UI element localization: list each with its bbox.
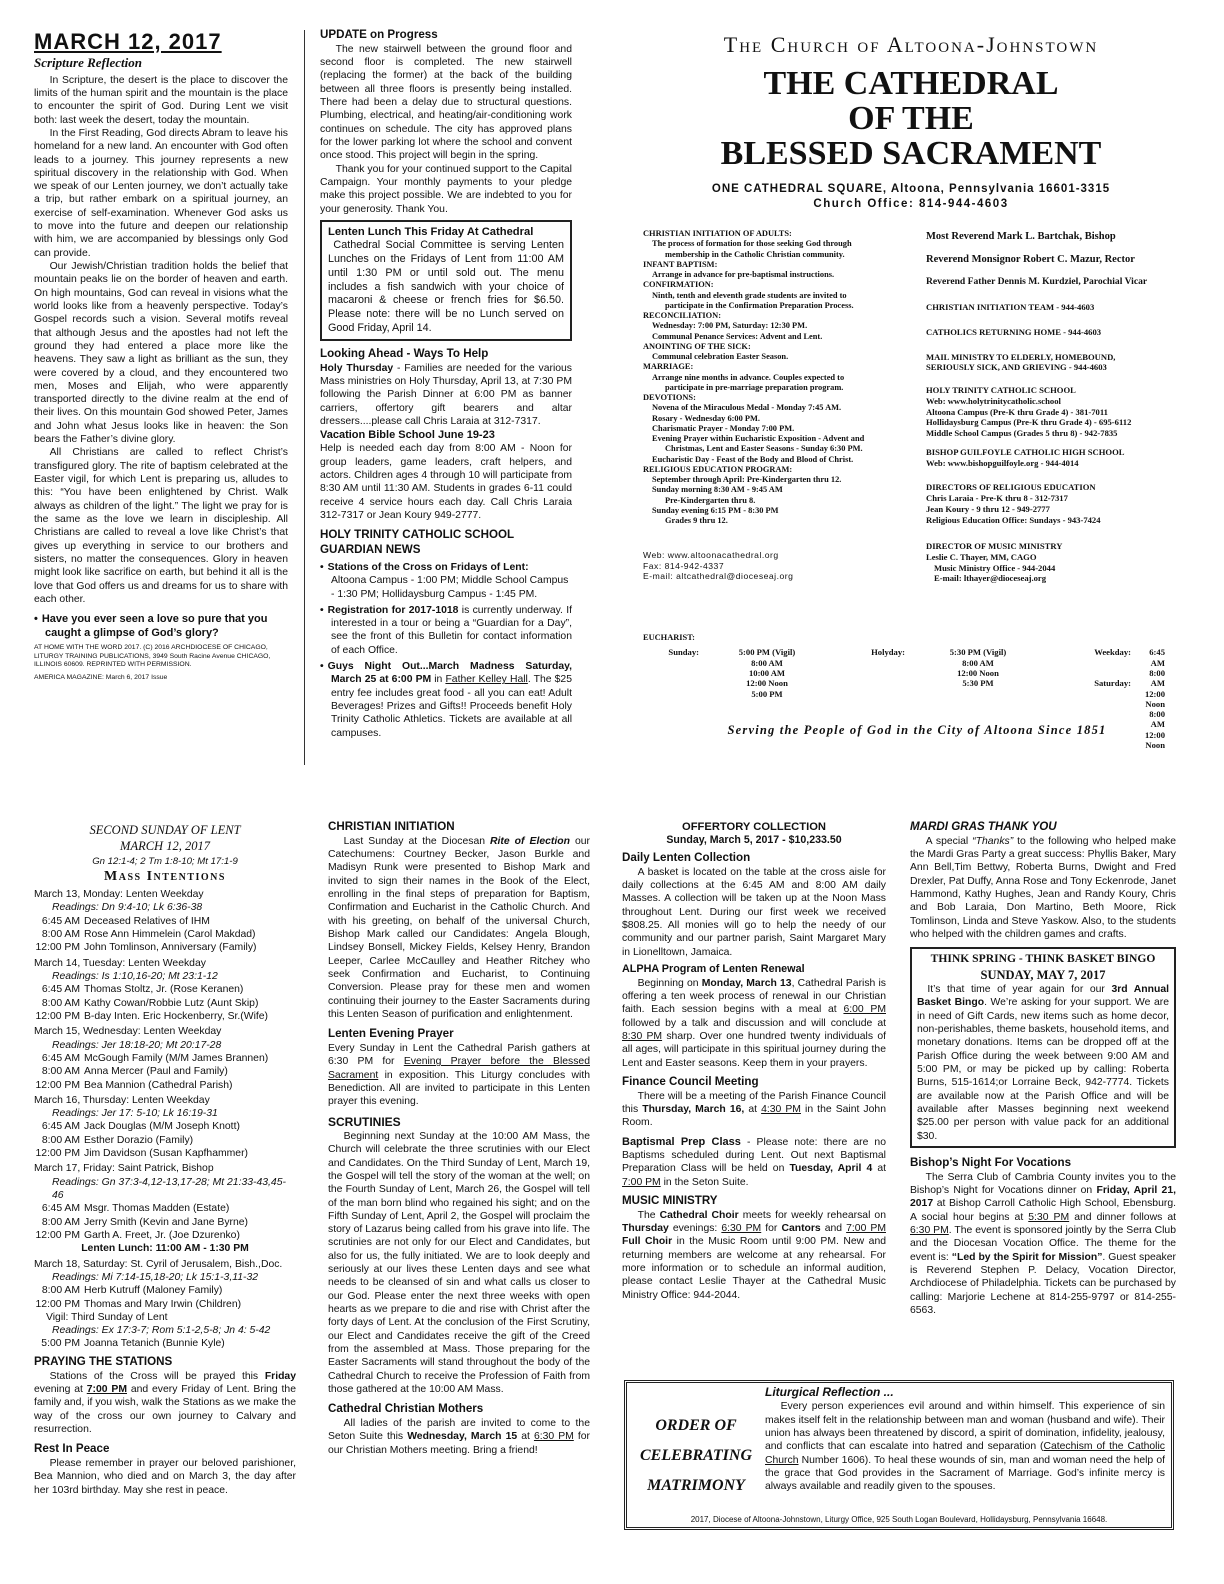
mass-readings: Readings: Jer 18:18-20; Mt 20:17-28: [52, 1039, 222, 1051]
mothers-text: All ladies of the parish are invited to come to the Seton Suite this Wednesday, March 15 at 6:30 PM for our Christian Mothers meeting. Bring a friend!: [328, 1418, 590, 1456]
mass-intention: Herb Kutruff (Maloney Family): [84, 1285, 223, 1297]
mass-day: March 17, Friday: Saint Patrick, Bishop: [34, 1163, 214, 1175]
sacrament-line: Communal celebration Easter Season.: [652, 352, 789, 361]
mass-intention: Thomas and Mary Irwin (Children): [84, 1298, 242, 1310]
mass-readings: Readings: Is 1:10,16-20; Mt 23:1-12: [52, 971, 218, 983]
mass-intention-row: [34, 997, 296, 1010]
mass-time: 5:00 PM: [41, 1338, 80, 1350]
mass-time: 8:00 AM: [41, 1066, 80, 1078]
hts-line: Altoona Campus (Pre-K thru Grade 4) - 381-7011: [926, 406, 1108, 417]
column-4-bottom: [910, 820, 1176, 1376]
mardi-text: A special “Thanks” to the following who helped make the Mardi Gras Party a great success: Phyllis Baker, Mary Ann Bell,Tim Bettwy, Roberta Burns, Dwight and Fred Drexler, Pat Duffy, Anna Rose and Tony Eckenrode, Janet Hammond, Kathy Hughes, Jean and Randy Koury, Chris and Bob Laraia, Don Martino, Beth Moore, Rick Tomlinson, Linda and Steve Yaskow. Also, to the students who helped with the children games and crafts.: [910, 835, 1176, 941]
eucharist-label: EUCHARIST:: [643, 633, 695, 642]
mass-time: 8:00 AM: [41, 1216, 80, 1228]
sacrament-line: Pre-Kindergarten thru 8.: [665, 495, 756, 505]
team: CHRISTIAN INITIATION TEAM - 944-4603: [926, 302, 1095, 313]
date-banner: MARCH 12, 2017: [34, 29, 222, 54]
offertory-amount: Sunday, March 5, 2017 - $10,233.50: [666, 834, 842, 847]
sacrament-line: Charismatic Prayer - Monday 7:00 PM.: [652, 423, 795, 433]
sacrament-line: September through April: Pre-Kindergarten thru 12.: [652, 475, 842, 484]
mothers-heading: Cathedral Christian Mothers: [328, 1402, 484, 1416]
scripture-paragraph: In Scripture, the desert is the place to discover the limits of the human spirit and the mountain is the place to encounter the spirit of God. During Lent we visit both: last week the desert, today the mountain.: [34, 74, 288, 126]
fax: Fax: 814-942-4337: [643, 560, 725, 571]
weekday-label: Weekday: Saturday:: [1094, 647, 1131, 689]
address: ONE CATHEDRAL SQUARE, Altoona, Pennsylvania 16601-3315: [711, 183, 1111, 195]
staff-directory: [926, 230, 1194, 630]
mass-intention-row: [34, 1337, 296, 1350]
hts-line: Web: www.holytrinitycatholic.school: [926, 395, 1061, 406]
scripture-paragraph: All Christians are called to reflect Christ’s transfigured glory. The rite of baptism celebrated at the Easter vigil, for which Lent is preparing us, alludes to this: “You have been enlightened by Christ. Walk always as children of the light.” The light we pray for is the same as the love we learn in discipleship. All Christians are called to reveal a love like Christ’s that gives up everything in service to our brothers and sisters, no matter the consequences. Glory in heaven might look like sacrifice on earth, but behind it all is the love that God offers us and dreams for us to share with each other.: [34, 447, 288, 605]
side-title: ORDER OF: [655, 1417, 737, 1434]
mass-intentions: [34, 822, 296, 1534]
mass-intention: Jerry Smith (Kevin and Jane Byrne): [84, 1216, 249, 1228]
mass-intention: Thomas Stoltz, Jr. (Rose Keranen): [84, 984, 244, 996]
mass-intention: B-day Inten. Eric Hockenberry, Sr.(Wife): [84, 1010, 269, 1022]
mass-intention-row: [34, 1079, 296, 1092]
column-3-bottom: [622, 820, 886, 1376]
evening-prayer-text: Every Sunday in Lent the Cathedral Parish gathers at 6:30 PM for Evening Prayer before the Blessed Sacrament in exposition. This Liturgy concludes with Benediction. All are invited to participate in this Lenten prayer this evening.: [328, 1043, 590, 1108]
bg-heading: BISHOP GUILFOYLE CATHOLIC HIGH SCHOOL: [926, 446, 1125, 457]
side-title: MATRIMONY: [647, 1477, 745, 1494]
ci-heading: CHRISTIAN INITIATION: [328, 820, 455, 833]
scripture-section: [34, 30, 288, 765]
mass-intention: Jim Davidson (Susan Kapfhammer): [84, 1148, 249, 1160]
mass-time: 12:00 PM: [35, 1148, 80, 1160]
music-ministry-heading: MUSIC MINISTRY: [622, 1193, 718, 1207]
holyday-label: Holyday:: [871, 647, 905, 658]
hts-line: Hollidaysburg Campus (Pre-K thru Grade 4) - 695-6112: [926, 417, 1132, 428]
sacrament-line: Sunday evening 6:15 PM - 8:30 PM: [652, 505, 779, 515]
hts-line: Middle School Campus (Grades 5 thru 8) - 942-7835: [926, 428, 1118, 439]
mass-time: 6:45 AM: [41, 984, 80, 996]
sacrament-line: membership in the Catholic Christian community.: [665, 249, 845, 259]
mass-intention-row: [34, 1065, 296, 1078]
mass-intention: Joanna Tetanich (Bunnie Kyle): [84, 1338, 225, 1350]
mass-intention-row: [34, 1134, 296, 1147]
mardi-heading: MARDI GRAS THANK YOU: [910, 820, 1057, 833]
sacrament-line: Sunday morning 8:30 AM - 9:45 AM: [652, 485, 783, 495]
mass-intention-row: [34, 1120, 296, 1133]
evening-prayer-heading: Lenten Evening Prayer: [328, 1027, 454, 1041]
scripture-paragraph: In the First Reading, God directs Abram to leave his homeland for a new land. An encounter with God often leads to a journey. This journey represents a new spiritual discovery in the relationship with God. When we speak of our Lenten journey, we don’t actually take a trip, but rather embark on a spiritual journey, an exercise of self-examination. Whenever God asks us to move into the future and deepen our relationship with him, we are accompanied by blessings only God can provide.: [34, 127, 288, 259]
liturgical-text: Every person experiences evil around and within himself. This experience of sin makes itself felt in the relationship between man and woman (husband and wife). Their union has always been threatened by discord, a spirit of domination, infidelity, jealousy, and conflicts that can escalate into hatred and separation (Catechism of the Catholic Church Number 1606). To heal these wounds of sin, man and woman need the help of the grace that God provides in the Sacrament of Marriage. God’s infinite mercy is always available and readily given to the spouses.: [765, 1401, 1165, 1493]
mail-ministry: MAIL MINISTRY TO ELDERLY, HOMEBOUND,: [926, 351, 1116, 362]
church-name: The Church of Altoona-Johnstown: [723, 32, 1099, 57]
music-heading: DIRECTOR OF MUSIC MINISTRY: [926, 541, 1063, 552]
mass-intention-row: [34, 1010, 296, 1023]
hts-heading: HOLY TRINITY CATHOLIC SCHOOL: [926, 385, 1076, 396]
liturgical-heading: Liturgical Reflection ...: [765, 1385, 894, 1399]
sacrament-line: Wednesday: 7:00 PM, Saturday: 12:30 PM.: [652, 321, 808, 331]
mass-time: 12:00 PM: [35, 942, 80, 954]
lenten-lunch-heading: Lenten Lunch This Friday At Cathedral: [328, 225, 534, 238]
finance-heading: Finance Council Meeting: [622, 1074, 759, 1088]
guardian-item: Registration for 2017-1018 is currently underway. If interested in a tour or being a “Guardian for a Day”, see the front of this Bulletin for contact information of each Office.: [327, 604, 572, 656]
bingo-date: SUNDAY, MAY 7, 2017: [980, 968, 1106, 983]
mass-intention: Garth A. Freet, Jr. (Joe Dzurenko): [84, 1229, 240, 1241]
mass-time: 6:45 AM: [41, 1203, 80, 1215]
mass-time: 12:00 PM: [35, 1229, 80, 1241]
returning-home: CATHOLICS RETURNING HOME - 944-4603: [926, 326, 1102, 337]
finance-text: There will be a meeting of the Parish Finance Council this Thursday, March 16, at 4:30 PM in the Saint John Room.: [622, 1090, 886, 1129]
mass-readings: Readings: Mi 7:14-15,18-20; Lk 15:1-3,11-32: [52, 1271, 259, 1283]
mass-time: 6:45 AM: [41, 1121, 80, 1133]
sacrament-heading: RELIGIOUS EDUCATION PROGRAM:: [643, 464, 793, 474]
rip-heading: Rest In Peace: [34, 1442, 110, 1456]
offertory-heading: OFFERTORY COLLECTION: [682, 821, 826, 833]
rip-text: Please remember in prayer our beloved parishioner, Bea Mannion, who died and on March 3, the day after her 103rd birthday. May she rest in peace.: [34, 1458, 296, 1496]
mass-readings: Readings: Gn 37:3-4,12-13,17-28; Mt 21:33-43,45-46: [52, 1176, 286, 1202]
mail-ministry-2: SERIOUSLY SICK, AND GRIEVING - 944-4603: [926, 362, 1107, 373]
progress-text: The new stairwell between the ground floor and second floor is completed. The new stairwell (replacing the former) at the back of the building between all three floors is presently being installed. There had been a delay due to structural questions. Plumbing, electrical, and heating/air-conditioning work continues on schedule. The city has approved plans for the lower parking lot where the school and convent once stood. This project will begin in the spring.: [320, 43, 572, 162]
mass-intention: Rose Ann Himmelein (Carol Makdad): [84, 929, 256, 941]
dre-heading: DIRECTORS OF RELIGIOUS EDUCATION: [926, 482, 1096, 493]
rector: Reverend Monsignor Robert C. Mazur, Rector: [926, 254, 1135, 266]
sacrament-heading: RECONCILIATION:: [643, 311, 722, 320]
sacrament-heading: CONFIRMATION:: [643, 280, 714, 290]
mass-intention-row: [34, 1202, 296, 1215]
scripture-paragraph: Our Jewish/Christian tradition holds the belief that mountain peaks lie on the border of heaven and earth. On high mountains, God can reveal in visions what the world looks like from a heavenly perspective. Today’s Gospel records such a vision. Several motifs reveal that although Jesus and the apostles had not left the ground they had entered a place more like the heavens. They saw a light as brilliant as the sun, they were covered by a cloud, and they encountered two men, Moses and Elijah, who were apparently transported directly to the divine realm at the end of their lives. On this mountain God showed Peter, James and John what Jesus looks like in heaven: the Son bears the Father’s divine glory.: [34, 261, 288, 446]
mass-intention: Kathy Cowan/Robbie Lutz (Aunt Skip): [84, 997, 259, 1009]
daily-text: A basket is located on the table at the cross aisle for daily collections at the 6:45 AM and 8:00 AM daily Masses. A collection will be taken up at the Noon Mass throughout Lent. During our first week we received $808.25. All monies will go to help the needy of our community and our partner parish, Saint Margaret Mary in Lionelltown, Jamaica.: [622, 866, 886, 958]
mass-day: March 16, Thursday: Lenten Weekday: [34, 1094, 210, 1106]
sunday-label: Sunday:: [668, 647, 699, 658]
liturgical-reflection-box: [624, 1380, 1174, 1530]
sacrament-line: Grades 9 thru 12.: [665, 516, 728, 525]
vigil-label: Vigil: Third Sunday of Lent: [46, 1311, 168, 1323]
cathedral-title: THE CATHEDRAL: [763, 65, 1059, 102]
scripture-credit-2: AMERICA MAGAZINE: March 6, 2017 Issue: [34, 673, 168, 681]
vicar: Reverend Father Dennis M. Kurdziel, Parochial Vicar: [926, 276, 1148, 288]
column-2-bottom: [328, 820, 590, 1538]
sacrament-line: Christmas, Lent and Easter Seasons - Sunday 6:30 PM.: [665, 444, 863, 454]
bingo-heading: THINK SPRING - THINK BASKET BINGO: [930, 952, 1156, 966]
mass-time: 6:45 AM: [41, 1052, 80, 1064]
alpha-text: Beginning on Monday, March 13, Cathedral Parish is offering a ten week process of renewal in our Christian faith. Each session begins with a meal at 6:00 PM followed by a talk and discussion and will conclude at 8:30 PM sharp. Over one hundred twenty individuals of all ages, will participate in this spiritual journey during the Lent and Easter seasons. Keep them in your prayers.: [622, 977, 886, 1069]
mass-intention-row: [34, 1229, 296, 1242]
mass-time: 8:00 AM: [41, 929, 80, 941]
lenten-lunch-text: Cathedral Social Committee is serving Lenten Lunches on the Fridays of Lent from 11:00 AM until 1:30 PM or until sold out. The menu includes a fish sandwich with your choice of macaroni & cheese or french fries for $6.50. Please note: there will be no Lunch served on Good Friday, April 14.: [328, 239, 564, 335]
mass-time: 8:00 AM: [41, 1134, 80, 1146]
music-line: Music Ministry Office - 944-2044: [934, 562, 1056, 573]
sacrament-heading: MARRIAGE:: [643, 362, 694, 372]
mass-readings: Readings: Jer 17: 5-10; Lk 16:19-31: [52, 1108, 218, 1120]
sacrament-line: Ninth, tenth and eleventh grade students are invited to: [652, 290, 847, 300]
mass-intention: Deceased Relatives of IHM: [84, 915, 210, 927]
dre-line: Jean Koury - 9 thru 12 - 949-2777: [926, 503, 1050, 514]
scripture-heading: Scripture Reflection: [34, 55, 142, 70]
holyday-times: 5:30 PM (Vigil) 8:00 AM 12:00 Noon 5:30 PM: [949, 647, 1007, 689]
contact: [643, 550, 915, 581]
guardian-item: Stations of the Cross on Fridays of Lent: Altoona Campus - 1:00 PM; Middle School Campus - 1:30 PM; Hollidaysburg Campus - 1:45 PM.: [327, 561, 569, 600]
side-title: CELEBRATING: [639, 1447, 753, 1464]
basket-bingo-box: [910, 947, 1176, 1148]
sacrament-heading: CHRISTIAN INITIATION OF ADULTS:: [643, 229, 792, 238]
alpha-heading: ALPHA Program of Lenten Renewal: [622, 962, 805, 975]
sacrament-line: Communal Penance Services: Advent and Lent.: [652, 331, 823, 341]
stations-text: Stations of the Cross will be prayed this Friday evening at 7:00 PM and every Friday of Lent. Bring the family and, if you wish, walk the Stations as we make the way of the cross our own journey to Calvary and resurrection.: [34, 1370, 296, 1435]
sacrament-line: Novena of the Miraculous Medal - Monday 7:45 AM.: [652, 403, 842, 413]
mass-time: 6:45 AM: [41, 915, 80, 927]
mass-intention: Anna Mercer (Paul and Family): [84, 1066, 228, 1078]
liturgical-body: [765, 1385, 1165, 1513]
vocations-heading: Bishop’s Night For Vocations: [910, 1155, 1072, 1169]
guardian-heading: HOLY TRINITY CATHOLIC SCHOOL GUARDIAN NEWS: [320, 528, 514, 557]
progress-heading: UPDATE on Progress: [320, 28, 438, 41]
sacrament-heading: INFANT BAPTISM:: [643, 259, 718, 269]
mass-day: March 14, Tuesday: Lenten Weekday: [34, 957, 206, 969]
bishop: Most Reverend Mark L. Bartchak, Bishop: [926, 231, 1116, 242]
liturgical-side: [637, 1411, 755, 1501]
reflection-question: Have you ever seen a love so pure that you caught a glimpse of God’s glory?: [41, 613, 268, 640]
email-link[interactable]: E-mail: altcathedral@dioceseaj.org: [643, 571, 794, 582]
sunday-times: 5:00 PM (Vigil) 8:00 AM 10:00 AM 12:00 Noon 5:00 PM: [738, 647, 796, 699]
lenten-lunch-box: [320, 220, 572, 341]
scrutinies-text: Beginning next Sunday at the 10:00 AM Mass, the Church will celebrate the three scrutinies with our Elect and Candidates. On the Third Sunday of Lent, March 19, the Gospel will tell the story of the woman at the well; on the Fourth Sunday of Lent, March 26, the Gospel will tell of the man born blind who regained his sight; and on the Fifth Sunday of Lent, April 2, the Gospel will proclaim the story of Lazarus being called from his grave into life. The scrutinies are not only for our Elect and Candidates, but also for us, the fully initiated. We are to look deeply and seriously at our lives these Lenten days and see what needs to be cleansed of sin and what calls us closer to our God. Please enter the next three weeks with open hearts as we prepare to die and rise with Christ after the forty days of Lent. At the conclusion of the First Scrutiny, our Elect and Candidates receive the gift of the Creed from the assembled at Mass. Those preparing for the Easter Sacraments will stand throughout the body of the Cathedral Church to receive the Profession of Faith from those gathered at the 10:00 AM Mass.: [328, 1130, 590, 1395]
music-line: E-mail: lthayer@dioceseaj.org: [934, 573, 1047, 584]
sacrament-heading: ANOINTING OF THE SICK:: [643, 341, 751, 351]
stations-heading: PRAYING THE STATIONS: [34, 1354, 173, 1368]
dre-line: Chris Laraia - Pre-K thru 8 - 312-7317: [926, 493, 1068, 504]
mass-readings: Readings: Ex 17:3-7; Rom 5:1-2,5-8; Jn 4: 5-42: [52, 1325, 271, 1337]
sacrament-line: Eucharistic Day - Feast of the Body and Blood of Christ.: [652, 454, 854, 464]
music-line: Leslie C. Thayer, MM, CAGO: [926, 551, 1037, 562]
mass-intention: Jack Douglas (M/M Joseph Knott): [84, 1121, 240, 1133]
progress-text-2: Thank you for your continued support to the Capital Campaign. Your monthly payments to your pledge make this project possible. We are indebted to you for your generosity. Thank You.: [320, 163, 572, 215]
mass-readings: Readings: Dn 9:4-10; Lk 6:36-38: [52, 902, 203, 914]
motto: Serving the People of God in the City of Altoona Since 1851: [727, 723, 1107, 737]
sacrament-line: participate in pre-marriage preparation program.: [665, 382, 844, 392]
mass-intention: McGough Family (M/M James Brannen): [84, 1052, 269, 1064]
mass-intention-row: [34, 1216, 296, 1229]
mass-intention-row: [34, 983, 296, 996]
guardian-item: Guys Night Out...March Madness Saturday, March 25 at 6:00 PM in Father Kelley Hall. The $25 entry fee includes great food - all you can eat! Adult Beverages! Prizes and Gifts!! Proceeds benefit Holy Trinity Catholic Athletics. Tickets are available at all campuses.: [327, 661, 572, 739]
mass-days: [34, 888, 296, 1351]
masthead: [630, 30, 1192, 210]
mass-time: 12:00 PM: [35, 1010, 80, 1022]
website-link[interactable]: Web: www.altoonacathedral.org: [643, 550, 779, 561]
sacrament-line: Arrange in advance for pre-baptismal instructions.: [652, 270, 835, 279]
mass-time: 8:00 AM: [41, 997, 80, 1009]
baptismal-text: Baptismal Prep Class - Please note: there are no Baptisms scheduled during Lent. Out next Baptismal Preparation Class will be held on Tuesday, April 4 at 7:00 PM in the Seton Suite.: [622, 1135, 886, 1188]
mass-intention: Msgr. Thomas Madden (Estate): [84, 1203, 230, 1215]
dre-line: Religious Education Office: Sundays - 943-7424: [926, 514, 1101, 525]
bingo-text: It’s that time of year again for our 3rd Annual Basket Bingo. We’re asking for your support. We are in need of Gift Cards, new items such as home decor, non-perishables, theme baskets, household items, and monetary donations. Items can be dropped off at the Parish Office during the week between 9:00 AM and 5:00 PM, or may be picked up by calling: Roberta Burns, 515-1614;or Lorraine Beck, 942-7774. Tickets are available now at the Parish Office and will be available after Masses beginning next weekend $25.00 per person with value pack for an additional $30.: [917, 984, 1170, 1142]
vocations-text: The Serra Club of Cambria County invites you to the Bishop’s Night for Vocations dinner on Friday, April 21, 2017 at Bishop Carroll Catholic High School, Ebensburg. A social hour begins at 5:30 PM and dinner follows at 6:30 PM. The event is sponsored jointly by the Serra Club and the Diocesan Vocation Office. The theme for the event is: “Led by the Spirit for Mission”. Guest speaker is Reverend Stephen P. Delacy, Vocation Director, Archdiocese of Philadelphia. Tickets can be purchased by calling: Marjorie Lechene at 814-255-9797 or 814-255-6563.: [910, 1171, 1176, 1316]
mass-intention-row: [34, 941, 296, 954]
liturgical-footer: 2017, Diocese of Altoona-Johnstown, Liturgy Office, 925 South Logan Boulevard, Hollidaysburg, Pennsylvania 16648.: [690, 1515, 1108, 1524]
sacrament-line: participate in the Confirmation Preparation Process.: [665, 300, 854, 310]
mass-intention: John Tomlinson, Anniversary (Family): [84, 942, 257, 954]
mass-intention-row: [34, 1284, 296, 1297]
daily-heading: Daily Lenten Collection: [622, 850, 751, 864]
mass-intention-row: [34, 1052, 296, 1065]
sacraments-list: [643, 229, 915, 582]
ci-text: Last Sunday at the Diocesan Rite of Election our Catechumens: Courtney Becker, Jason Burkle and Madisyn Runk were presented to Bishop Mark and invited to sign their names in the Book of the Elect, enrolling in the final steps of preparation for Baptism, Confirmation and Eucharist in the Catholic Church. And with his greeting, on behalf of the universal Church, Bishop Mark called our Candidates: Angela Blough, Lindsey Bonsell, Mickey Fields, Kelsey Henry, Brandon Leeper, Carlee McCaulley and Heather Ritchey who seek Confirmation and Eucharist, to Continuing Conversion. Please pray for these men and women continuing their journey to the Easter Sacraments during this Lenten Season of purification and enlightenment.: [328, 835, 590, 1020]
column-2-top: [320, 28, 572, 770]
holy-thursday-text: Holy Thursday - Families are needed for the various Mass ministries on Holy Thursday, April 13, at 7:30 PM following the Parish Dinner at 6:00 PM as banner carriers, offertory gift bearers and altar dressers....please call Chris Laraia at 312-7317.: [320, 362, 572, 427]
mass-time: 8:00 AM: [41, 1285, 80, 1297]
sacrament-line: Rosary - Wednesday 6:00 PM.: [652, 413, 761, 423]
bg-web: Web: www.bishopguilfoyle.org - 944-4014: [926, 457, 1079, 468]
sacrament-line: Arrange nine months in advance. Couples expected to: [652, 372, 845, 382]
sacraments-items: [643, 229, 915, 526]
mass-day: March 13, Monday: Lenten Weekday: [34, 889, 204, 901]
looking-ahead-heading: Looking Ahead - Ways To Help: [320, 346, 489, 360]
lenten-lunch-note: Lenten Lunch: 11:00 AM - 1:30 PM: [81, 1243, 249, 1255]
mass-intention-row: [34, 1147, 296, 1160]
mass-intention-row: [34, 1298, 296, 1311]
mass-readings: Gn 12:1-4; 2 Tm 1:8-10; Mt 17:1-9: [92, 856, 238, 867]
mass-intention-row: [34, 915, 296, 928]
sacrament-line: Evening Prayer within Eucharistic Exposition - Advent and: [652, 434, 865, 443]
mass-time: 12:00 PM: [35, 1079, 80, 1091]
scrutinies-heading: SCRUTINIES: [328, 1114, 401, 1129]
cathedral-title: BLESSED SACRAMENT: [720, 135, 1102, 172]
mass-title-date: MARCH 12, 2017: [120, 839, 210, 853]
weekday-times: 6:45 AM 8:00 AM 12:00 Noon 8:00 AM 12:00 Noon: [1144, 647, 1165, 751]
mass-intention-row: [34, 928, 296, 941]
vbs-heading: Vacation Bible School June 19-23: [320, 429, 495, 442]
mass-day: March 15, Wednesday: Lenten Weekday: [34, 1026, 222, 1038]
sacrament-heading: DEVOTIONS:: [643, 393, 696, 402]
mass-time: 12:00 PM: [35, 1298, 80, 1310]
scripture-credit: AT HOME WITH THE WORD 2017. (C) 2016 ARCHDIOCESE OF CHICAGO, LITURGY TRAINING PUBLICATIONS, 3949 South Racine Avenue CHICAGO, ILLINOIS 60609. REPRINTED WITH PERMISSION.: [34, 644, 271, 669]
mass-intention: Bea Mannion (Cathedral Parish): [84, 1079, 233, 1091]
mass-intention: Esther Dorazio (Family): [84, 1134, 194, 1146]
column-rule: [304, 30, 305, 765]
church-office: Church Office: 814-944-4603: [813, 197, 1009, 210]
cathedral-title: OF THE: [848, 100, 974, 137]
mass-title: SECOND SUNDAY OF LENT: [89, 823, 241, 837]
mass-day: March 18, Saturday: St. Cyril of Jerusalem, Bish.,Doc.: [34, 1258, 283, 1270]
sacrament-line: The process of formation for those seeking God through: [652, 239, 852, 249]
music-ministry-text: The Cathedral Choir meets for weekly rehearsal on Thursday evenings: 6:30 PM for Cantors and 7:00 PM Full Choir in the Music Room until 9:00 PM. New and returning members are welcome at any rehearsal. For more information or to schedule an informal audition, please contact Leslie Thayer at the Cathedral Music Ministry Office: 944-2044.: [622, 1209, 887, 1301]
mass-heading: Mass Intentions: [104, 869, 226, 885]
vbs-text: Help is needed each day from 8:00 AM - Noon for group leaders, game leaders, craft helpers, and actors. Children ages 4 through 10 will participate from 8:30 AM until 11:30 AM. Students in grades 6-11 could receive 4 service hours each day. Call Chris Laraia 312-7317 or Jean Koury 949-2777.: [320, 443, 572, 521]
